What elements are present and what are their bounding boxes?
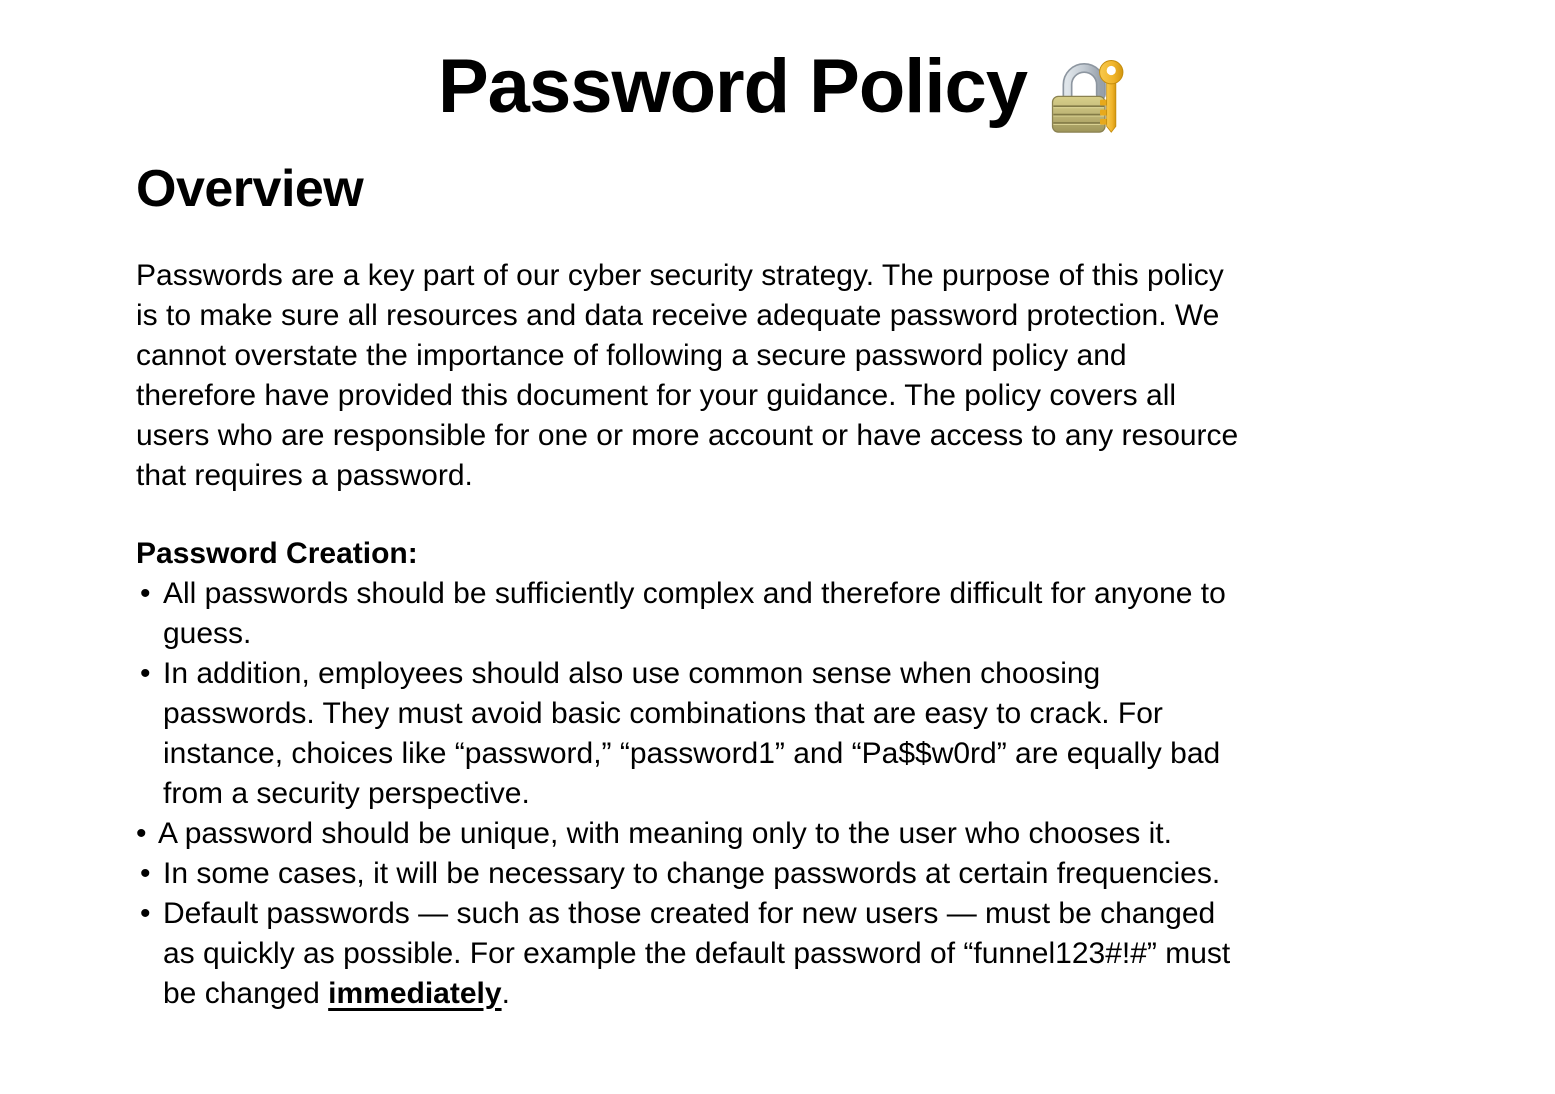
lock-with-key-icon [1045,51,1125,135]
page-title-text: Password Policy [437,44,1028,129]
bullet-icon: • [140,577,151,610]
emphasis-immediately: immediately [328,977,502,1010]
list-item [136,854,1427,894]
page-title [136,42,1427,132]
bullet-icon: • [140,657,151,690]
password-creation-list [136,574,1427,1014]
bullet-icon: • [140,857,151,890]
bullet-text: In some cases, it will be necessary to change passwords at certain frequencies. [163,857,1221,890]
bullet-text: In addition, employees should also use common sense when choosing passwords. They must avoid basic combinations that are easy to crack. For instance, choices like “password,” “password1” and “Pa$$w0rd” are equally bad from a security perspective. [163,657,1221,810]
password-creation-heading: Password Creation: [136,537,418,570]
bullet-text: A password should be unique, with meaning only to the user who chooses it. [158,817,1172,850]
bullet-icon: • [136,817,147,850]
list-item [136,654,1427,814]
overview-heading: Overview [136,160,364,218]
bullet-icon: • [140,897,151,930]
bullet-text: All passwords should be sufficiently complex and therefore difficult for anyone to guess. [163,577,1226,650]
list-item [136,574,1427,654]
list-item [136,814,1427,854]
list-item [136,894,1427,1014]
bullet-text: Default passwords — such as those created for new users — must be changed as quickly as possible. For example the default password of “funnel123#!#” must be changed immediately. [163,897,1231,1010]
overview-paragraph: Passwords are a key part of our cyber security strategy. The purpose of this policy is to make sure all resources and data receive adequate password protection. We cannot overstate the importance of following a secure password policy and therefore have provided this document for your guidance. The policy covers all users who are responsible for one or more account or have access to any resource that requires a password. [136,259,1239,492]
